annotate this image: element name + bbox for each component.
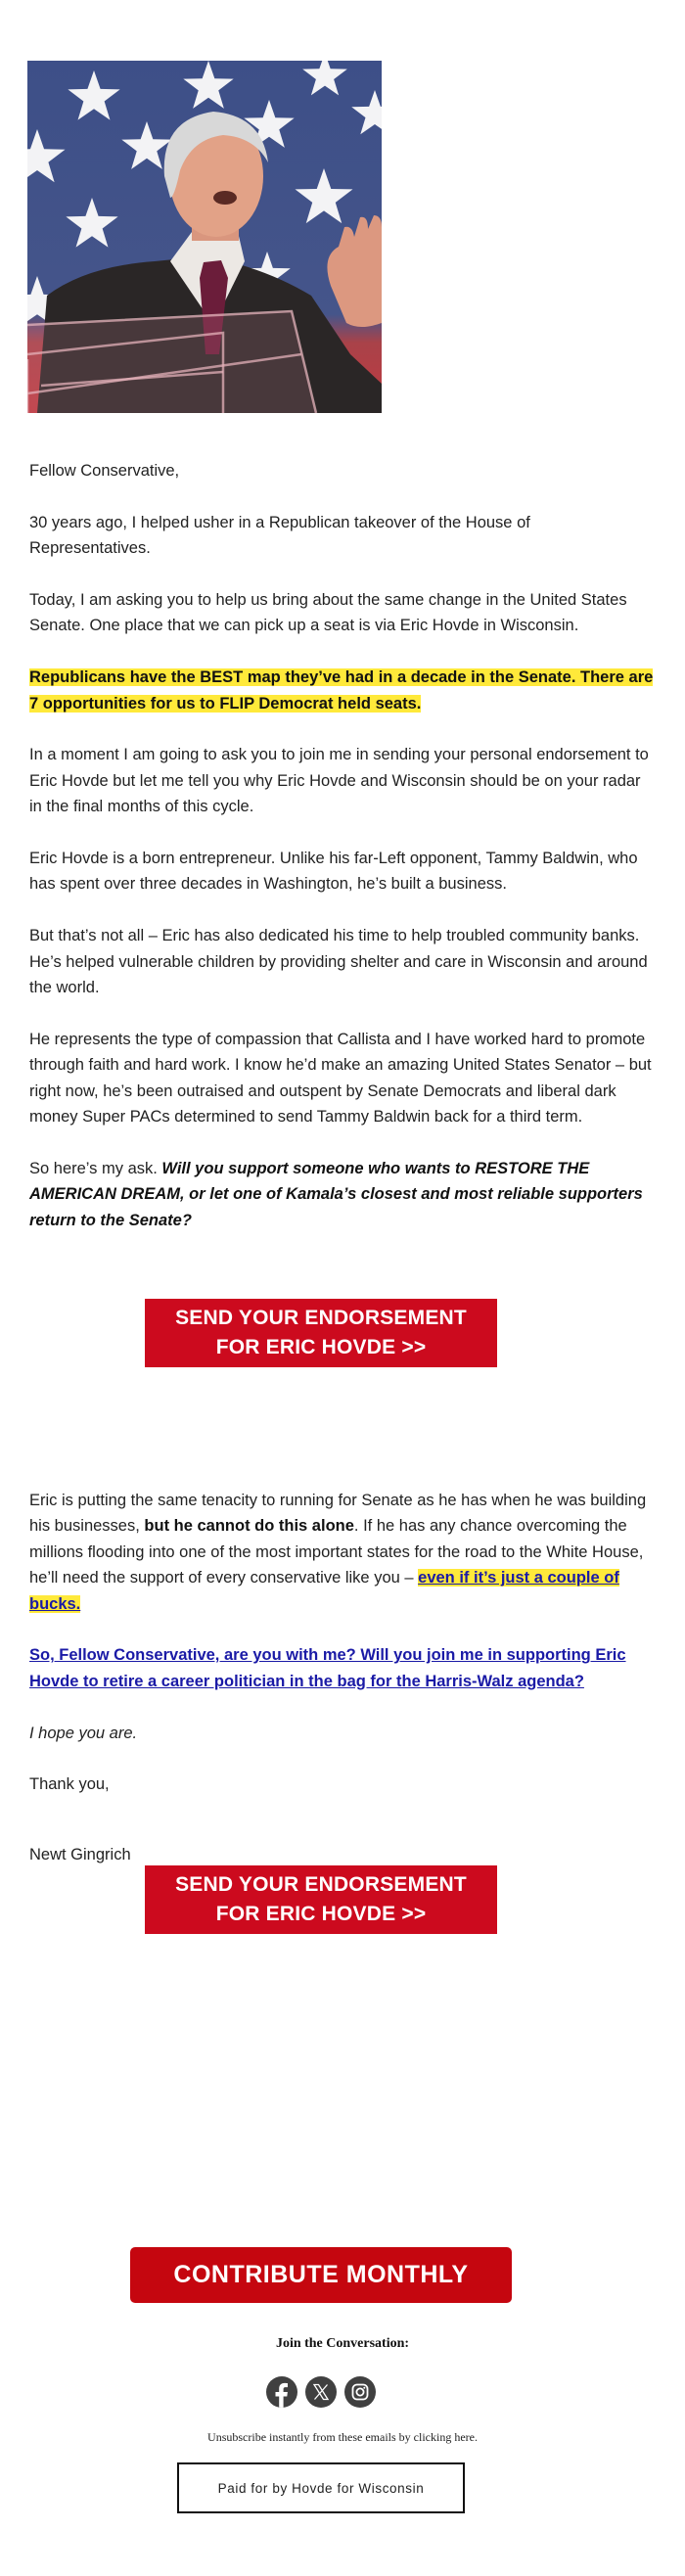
join-me-link[interactable]: So, Fellow Conservative, are you with me? Will you join me in supporting Eric Hovde to retire a career politician in the bag for the Harris-Walz agenda? (29, 1646, 626, 1690)
couple-of-bucks-link[interactable]: even if it’s just a couple of bucks. (29, 1569, 619, 1613)
salutation (29, 458, 656, 483)
ask-emphasis: Will you support someone who wants to RESTORE THE AMERICAN DREAM, or let one of Kamala’s closest and most reliable supporters return to the Senate? (29, 1159, 643, 1229)
cta-line1: SEND YOUR ENDORSEMENT (175, 1307, 467, 1329)
paragraph-tenacity (29, 1488, 656, 1617)
cta-line2: FOR ERIC HOVDE >> (215, 1903, 427, 1925)
hero-photo (27, 61, 382, 413)
paragraph-endorsement-intro: In a moment I am going to ask you to join me in sending your personal endorsement to Eric Hovde but let me tell you why Eric Hovde and Wisconsin should be on your radar in the final months of this cycle. (29, 746, 649, 816)
social-links (266, 2376, 376, 2408)
highlight-part: map they’ve had in a decade in the Senate. There are 7 opportunities for us to (29, 668, 654, 713)
join-conversation-label: Join the Conversation: (275, 2336, 410, 2351)
paragraph-ask (29, 1156, 656, 1233)
ask-lead: So here’s my ask. (29, 1159, 162, 1177)
highlight-part: Republicans have the (29, 668, 201, 687)
instagram-icon[interactable] (344, 2376, 376, 2408)
highlight-best: BEST (200, 668, 244, 687)
paid-for-disclaimer: Paid for by Hovde for Wisconsin (177, 2462, 465, 2513)
paragraph-with-me (29, 1642, 656, 1694)
unsubscribe-link[interactable]: Unsubscribe instantly from these emails by clicking here. (207, 2430, 478, 2444)
send-endorsement-button-2[interactable] (145, 1865, 497, 1934)
highlight-flip: FLIP (219, 694, 254, 713)
letter-body (29, 458, 656, 1259)
letter-body-continued (29, 1488, 656, 1894)
highlighted-text (29, 668, 653, 712)
paragraph-hope: I hope you are. (29, 1724, 138, 1742)
cta-line2: FOR ERIC HOVDE >> (215, 1336, 427, 1358)
paragraph-community-banks: But that’s not all – Eric has also dedicated his time to help troubled community banks. He’s helped vulnerable children by providing shelter and care in Wisconsin and around the world. (29, 927, 648, 997)
tenacity-text-2: . If he has any chance overcoming the millions flooding into one of the most important states for the road to the White House, he’ll need the support of every conservative like you – (29, 1517, 644, 1587)
contribute-monthly-button[interactable]: CONTRIBUTE MONTHLY (130, 2247, 512, 2303)
paragraph-best-map (29, 665, 656, 716)
x-icon[interactable] (305, 2376, 337, 2408)
facebook-icon[interactable] (266, 2376, 297, 2408)
tenacity-text: Eric is putting the same tenacity to running for Senate as he has when he was building his businesses, (29, 1492, 647, 1536)
paragraph-senate-change: Today, I am asking you to help us bring about the same change in the United States Senate. One place that we can pick up a seat is via Eric Hovde in Wisconsin. (29, 591, 627, 635)
cannot-do-alone-text: but he cannot do this alone (144, 1517, 354, 1536)
speaker-photo-illustration (27, 61, 382, 413)
send-endorsement-button[interactable] (145, 1299, 497, 1367)
paragraph-entrepreneur: Eric Hovde is a born entrepreneur. Unlike his far-Left opponent, Tammy Baldwin, who has spent over three decades in Washington, he’s built a business. (29, 850, 638, 894)
signature: Newt Gingrich (29, 1845, 131, 1863)
closing: Thank you, (29, 1775, 110, 1794)
highlight-part: Democrat held seats. (253, 694, 422, 713)
cta-line1: SEND YOUR ENDORSEMENT (175, 1873, 467, 1896)
paragraph-intro: 30 years ago, I helped usher in a Republican takeover of the House of Representatives. (29, 513, 530, 558)
salutation-text: Fellow Conservative, (29, 462, 180, 480)
paragraph-compassion: He represents the type of compassion that Callista and I have worked hard to promote through faith and hard work. I know he’d make an amazing United States Senator – but right now, he’s been outraised and outspent by Senate Democrats and liberal dark money Super PACs determined to send Tammy Baldwin back for a third term. (29, 1030, 652, 1127)
